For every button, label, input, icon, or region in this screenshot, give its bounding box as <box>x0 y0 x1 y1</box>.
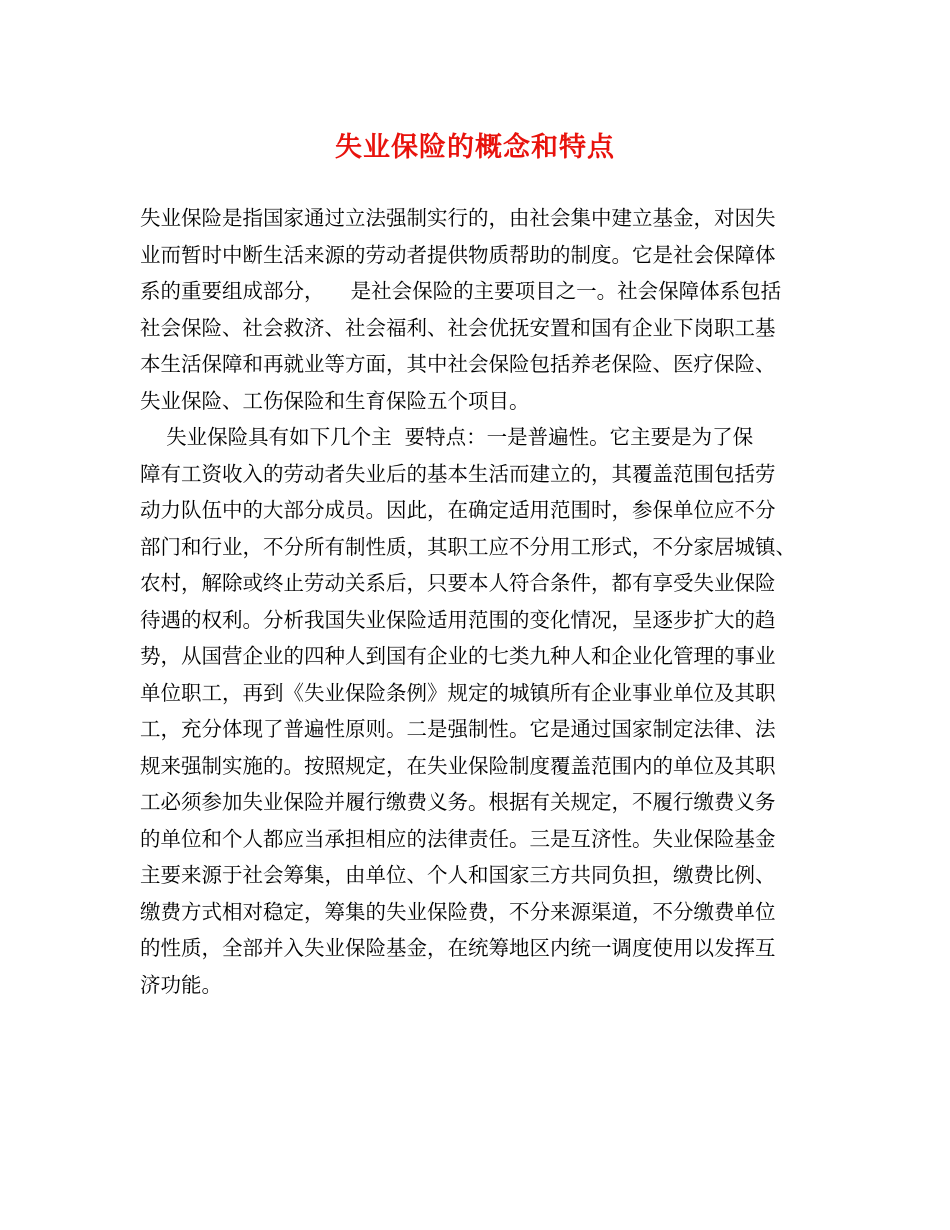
text-line: 失业保险、工伤保险和生育保险五个项目。 <box>140 388 530 413</box>
paragraph-2 <box>140 419 820 1003</box>
text-line: 失业保险是指国家通过立法强制实行的，由社会集中建立基金，对因失 <box>140 206 776 230</box>
text-line: 障有工资收入的劳动者失业后的基本生活而建立的，其覆盖范围包括劳 <box>140 461 776 486</box>
text-line: 业而暂时中断生活来源的劳动者提供物质帮助的制度。它是社会保障体 <box>140 242 776 267</box>
text-line: 济功能。 <box>140 972 222 997</box>
document-title: 失业保险的概念和特点 <box>335 132 615 163</box>
text-line: 的单位和个人都应当承担相应的法律责任。三是互济性。失业保险基金 <box>140 826 776 851</box>
text-line: 动力队伍中的大部分成员。因此，在确定适用范围时，参保单位应不分 <box>140 498 776 522</box>
text-line: 本生活保障和再就业等方面，其中社会保险包括养老保险、医疗保险、 <box>140 352 776 376</box>
text-line: 的性质，全部并入失业保险基金，在统筹地区内统一调度使用以发挥互 <box>140 936 776 960</box>
text-line: 势，从国营企业的四种人到国有企业的七类九种人和企业化管理的事业 <box>140 644 776 668</box>
text-line: 失业保险具有如下几个主 要特点：一是普遍性。它主要是为了保 <box>140 425 754 449</box>
text-line: 单位职工，再到《失业保险条例》规定的城镇所有企业事业单位及其职 <box>140 680 776 705</box>
text-line: 社会保险、社会救济、社会福利、社会优抚安置和国有企业下岗职工基 <box>140 315 776 340</box>
text-line: 缴费方式相对稳定，筹集的失业保险费，不分来源渠道，不分缴费单位 <box>140 899 776 924</box>
document-body <box>140 200 820 1003</box>
text-line: 工，充分体现了普遍性原则。二是强制性。它是通过国家制定法律、法 <box>140 717 776 741</box>
paragraph-1 <box>140 200 820 419</box>
text-line: 主要来源于社会筹集，由单位、个人和国家三方共同负担，缴费比例、 <box>140 863 776 887</box>
text-line: 待遇的权利。分析我国失业保险适用范围的变化情况，呈逐步扩大的趋 <box>140 607 776 632</box>
text-line: 系的重要组成部分， 是社会保险的主要项目之一。社会保障体系包括 <box>140 279 782 303</box>
text-line: 规来强制实施的。按照规定，在失业保险制度覆盖范围内的单位及其职 <box>140 753 776 778</box>
text-line: 部门和行业，不分所有制性质，其职工应不分用工形式，不分家居城镇、 <box>140 534 796 559</box>
text-line: 农村，解除或终止劳动关系后，只要本人符合条件，都有享受失业保险 <box>140 571 776 595</box>
text-line: 工必须参加失业保险并履行缴费义务。根据有关规定，不履行缴费义务 <box>140 790 776 814</box>
